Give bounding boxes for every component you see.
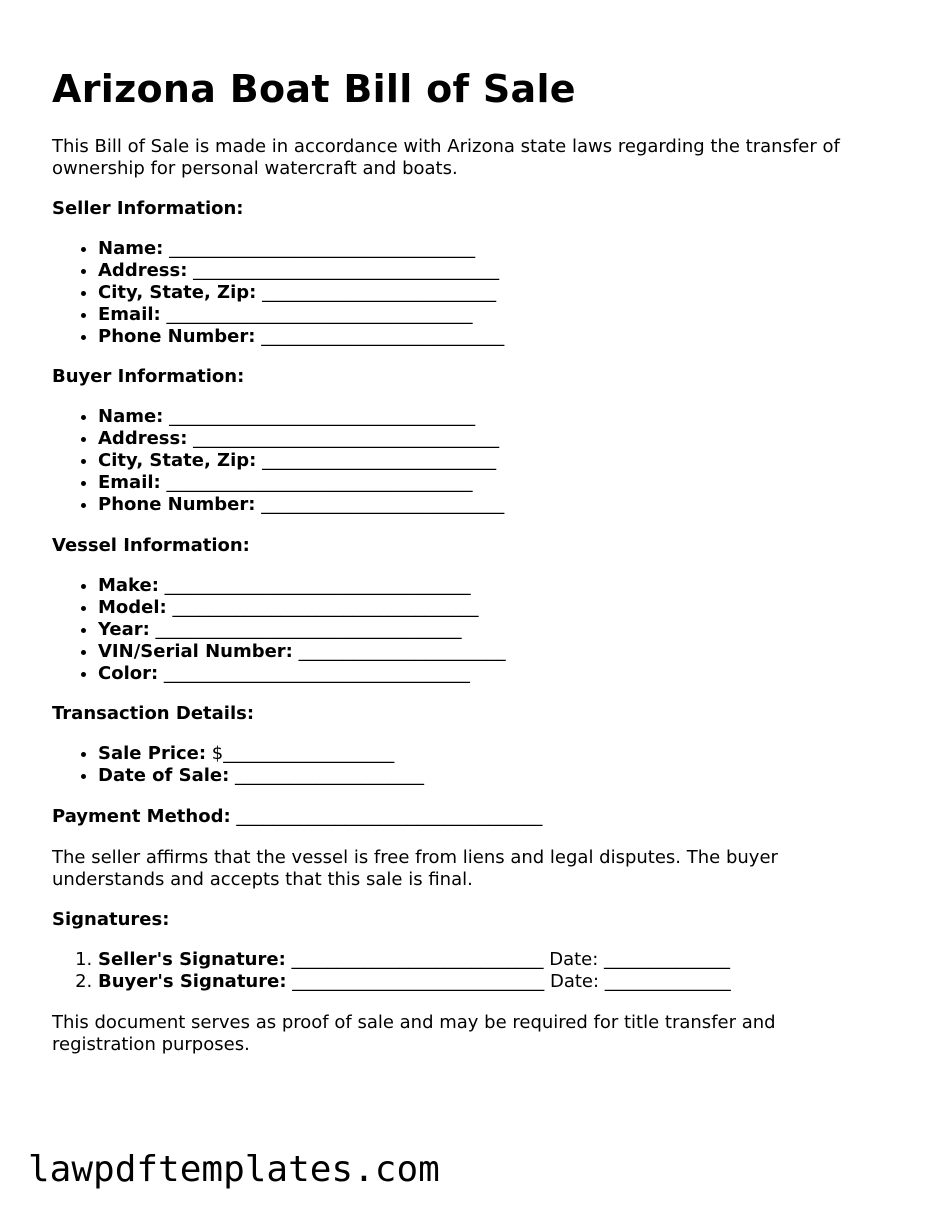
field-label: VIN/Serial Number: — [98, 641, 293, 662]
fill-in-blank[interactable]: _____________________ — [229, 765, 425, 786]
list-item — [98, 282, 504, 304]
date-label: Date: — [544, 971, 600, 992]
seller-heading: Seller Information: — [52, 198, 244, 219]
fill-in-blank[interactable]: __________________________________ — [149, 619, 462, 640]
fill-in-blank[interactable]: _______________________ — [292, 641, 506, 662]
seller-fields-list — [52, 238, 504, 348]
list-item — [98, 619, 506, 641]
list-item — [98, 450, 504, 472]
field-label: Phone Number: — [98, 494, 256, 515]
fill-in-blank[interactable]: __________________________________ — [230, 806, 543, 827]
list-item — [98, 663, 506, 685]
field-label: Email: — [98, 304, 161, 325]
field-label: Buyer's Signature: — [98, 971, 287, 992]
fill-in-blank[interactable]: $___________________ — [206, 743, 395, 764]
list-item — [98, 575, 506, 597]
field-label: Name: — [98, 238, 164, 259]
list-item — [98, 472, 504, 494]
payment-method-line — [52, 806, 542, 828]
buyer-heading: Buyer Information: — [52, 366, 245, 387]
vessel-heading: Vessel Information: — [52, 535, 250, 556]
intro-paragraph: This Bill of Sale is made in accordance with Arizona state laws regarding the transfer of ownership for personal watercraft and boats. — [52, 136, 840, 179]
watermark-text: lawpdftemplates.com — [28, 1149, 440, 1190]
affirmation-paragraph: The seller affirms that the vessel is free from liens and legal disputes. The buyer understands and accepts that this sale is final. — [52, 847, 778, 890]
field-label: Address: — [98, 428, 188, 449]
closing-paragraph: This document serves as proof of sale and may be required for title transfer and registration purposes. — [52, 1012, 776, 1055]
date-label: Date: — [543, 949, 599, 970]
fill-in-blank[interactable]: __________________________________ — [166, 597, 479, 618]
fill-in-blank[interactable]: __________________________________ — [158, 663, 470, 684]
date-blank[interactable]: ______________ — [598, 949, 731, 970]
list-item — [98, 641, 506, 663]
fill-in-blank[interactable]: __________________________ — [256, 450, 497, 471]
field-label: City, State, Zip: — [98, 282, 257, 303]
transaction-fields-list — [52, 743, 424, 787]
list-item — [98, 326, 504, 348]
fill-in-blank[interactable]: __________________________________ — [163, 406, 476, 427]
fill-in-blank[interactable]: __________________________________ — [187, 428, 500, 449]
list-item — [98, 304, 504, 326]
list-item — [98, 949, 731, 971]
signature-blank[interactable]: ____________________________ — [285, 949, 544, 970]
signature-blank[interactable]: ____________________________ — [286, 971, 545, 992]
date-blank[interactable]: ______________ — [599, 971, 731, 992]
vessel-fields-list — [52, 575, 506, 685]
field-label: Address: — [98, 260, 188, 281]
fill-in-blank[interactable]: ___________________________ — [255, 326, 505, 347]
list-item — [98, 971, 731, 993]
field-label: Seller's Signature: — [98, 949, 286, 970]
list-item — [98, 765, 424, 787]
signatures-list — [52, 949, 731, 993]
field-label: City, State, Zip: — [98, 450, 257, 471]
fill-in-blank[interactable]: __________________________________ — [158, 575, 471, 596]
transaction-heading: Transaction Details: — [52, 703, 255, 724]
buyer-fields-list — [52, 406, 504, 516]
field-label: Phone Number: — [98, 326, 256, 347]
list-item — [98, 260, 504, 282]
fill-in-blank[interactable]: __________________________________ — [160, 472, 473, 493]
list-item — [98, 406, 504, 428]
fill-in-blank[interactable]: __________________________________ — [163, 238, 476, 259]
field-label: Sale Price: — [98, 743, 207, 764]
list-item — [98, 428, 504, 450]
list-item — [98, 494, 504, 516]
field-label: Date of Sale: — [98, 765, 230, 786]
field-label: Model: — [98, 597, 167, 618]
list-item — [98, 743, 424, 765]
signatures-heading: Signatures: — [52, 909, 170, 930]
fill-in-blank[interactable]: ___________________________ — [255, 494, 505, 515]
field-label: Name: — [98, 406, 164, 427]
fill-in-blank[interactable]: __________________________________ — [187, 260, 500, 281]
field-label: Year: — [98, 619, 150, 640]
field-label: Color: — [98, 663, 159, 684]
field-label: Email: — [98, 472, 161, 493]
fill-in-blank[interactable]: __________________________ — [256, 282, 497, 303]
fill-in-blank[interactable]: __________________________________ — [160, 304, 473, 325]
field-label: Make: — [98, 575, 159, 596]
document-title: Arizona Boat Bill of Sale — [52, 67, 576, 111]
list-item — [98, 238, 504, 260]
list-item — [98, 597, 506, 619]
field-label: Payment Method: — [52, 806, 231, 827]
